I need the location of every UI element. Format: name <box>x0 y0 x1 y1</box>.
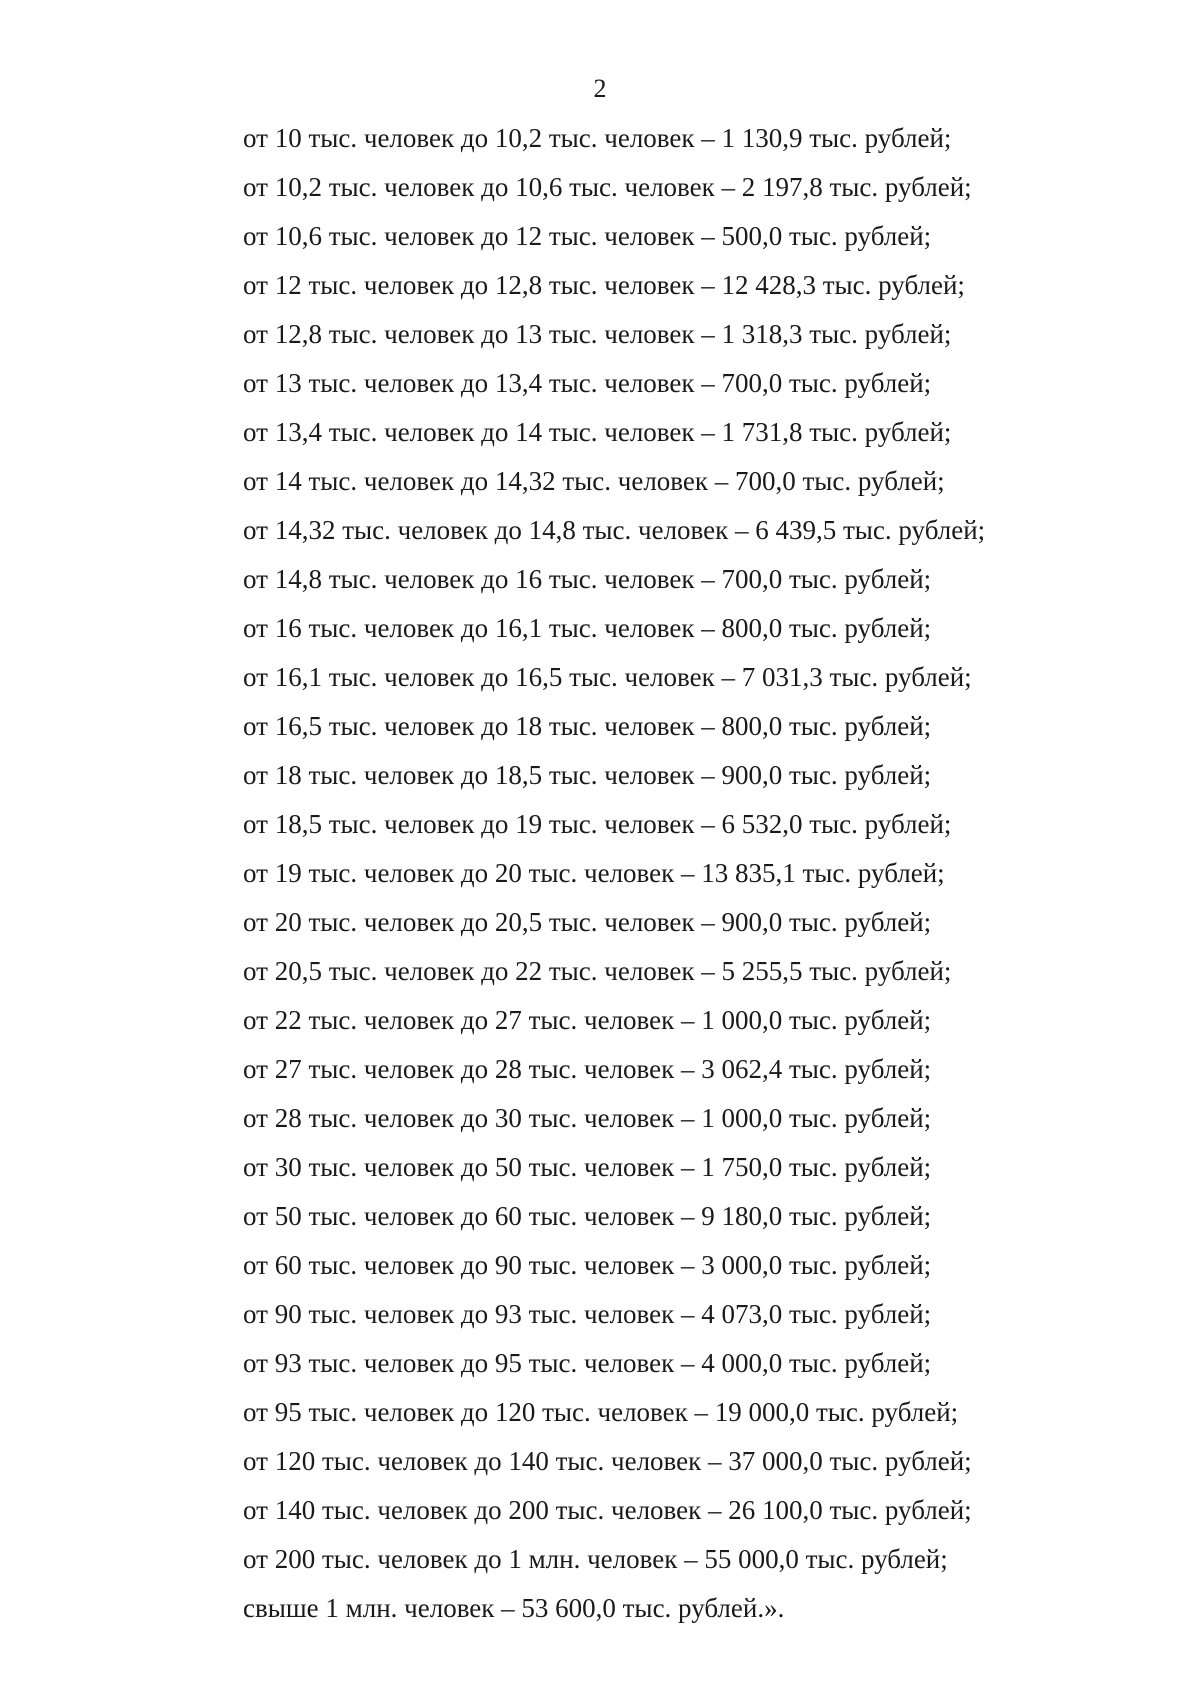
text-line: от 12,8 тыс. человек до 13 тыс. человек – 1 318,3 тыс. рублей; <box>243 319 952 349</box>
text-line: от 14,8 тыс. человек до 16 тыс. человек – 700,0 тыс. рублей; <box>243 564 932 594</box>
text-line: от 20 тыс. человек до 20,5 тыс. человек – 900,0 тыс. рублей; <box>243 907 932 937</box>
text-line: от 10,6 тыс. человек до 12 тыс. человек – 500,0 тыс. рублей; <box>243 221 932 251</box>
text-line: от 95 тыс. человек до 120 тыс. человек – 19 000,0 тыс. рублей; <box>243 1397 959 1427</box>
text-line: от 27 тыс. человек до 28 тыс. человек – 3 062,4 тыс. рублей; <box>243 1054 932 1084</box>
text-line: от 30 тыс. человек до 50 тыс. человек – 1 750,0 тыс. рублей; <box>243 1152 932 1182</box>
text-line: от 10 тыс. человек до 10,2 тыс. человек – 1 130,9 тыс. рублей; <box>243 123 952 153</box>
text-line: от 13,4 тыс. человек до 14 тыс. человек – 1 731,8 тыс. рублей; <box>243 417 952 447</box>
text-line: от 50 тыс. человек до 60 тыс. человек – 9 180,0 тыс. рублей; <box>243 1201 932 1231</box>
text-line: от 14,32 тыс. человек до 14,8 тыс. человек – 6 439,5 тыс. рублей; <box>243 515 986 545</box>
text-line: свыше 1 млн. человек – 53 600,0 тыс. рублей.». <box>243 1593 785 1623</box>
text-line: от 14 тыс. человек до 14,32 тыс. человек – 700,0 тыс. рублей; <box>243 466 945 496</box>
text-line: от 18 тыс. человек до 18,5 тыс. человек – 900,0 тыс. рублей; <box>243 760 932 790</box>
text-line: от 22 тыс. человек до 27 тыс. человек – 1 000,0 тыс. рублей; <box>243 1005 932 1035</box>
text-line: от 93 тыс. человек до 95 тыс. человек – 4 000,0 тыс. рублей; <box>243 1348 932 1378</box>
text-line: от 16 тыс. человек до 16,1 тыс. человек – 800,0 тыс. рублей; <box>243 613 932 643</box>
text-line: от 19 тыс. человек до 20 тыс. человек – 13 835,1 тыс. рублей; <box>243 858 945 888</box>
text-line: от 90 тыс. человек до 93 тыс. человек – 4 073,0 тыс. рублей; <box>243 1299 932 1329</box>
text-line: от 200 тыс. человек до 1 млн. человек – 55 000,0 тыс. рублей; <box>243 1544 948 1574</box>
text-line: от 120 тыс. человек до 140 тыс. человек – 37 000,0 тыс. рублей; <box>243 1446 972 1476</box>
text-line: от 60 тыс. человек до 90 тыс. человек – 3 000,0 тыс. рублей; <box>243 1250 932 1280</box>
text-line: от 18,5 тыс. человек до 19 тыс. человек – 6 532,0 тыс. рублей; <box>243 809 952 839</box>
text-line: от 12 тыс. человек до 12,8 тыс. человек – 12 428,3 тыс. рублей; <box>243 270 965 300</box>
text-line: от 16,1 тыс. человек до 16,5 тыс. человек – 7 031,3 тыс. рублей; <box>243 662 972 692</box>
text-line: от 10,2 тыс. человек до 10,6 тыс. человек – 2 197,8 тыс. рублей; <box>243 172 972 202</box>
page-number: 2 <box>593 74 607 103</box>
text-line: от 20,5 тыс. человек до 22 тыс. человек – 5 255,5 тыс. рублей; <box>243 956 952 986</box>
text-line: от 140 тыс. человек до 200 тыс. человек – 26 100,0 тыс. рублей; <box>243 1495 972 1525</box>
text-line: от 13 тыс. человек до 13,4 тыс. человек – 700,0 тыс. рублей; <box>243 368 932 398</box>
text-line: от 28 тыс. человек до 30 тыс. человек – 1 000,0 тыс. рублей; <box>243 1103 932 1133</box>
text-line: от 16,5 тыс. человек до 18 тыс. человек – 800,0 тыс. рублей; <box>243 711 932 741</box>
document-body <box>243 114 1143 1633</box>
